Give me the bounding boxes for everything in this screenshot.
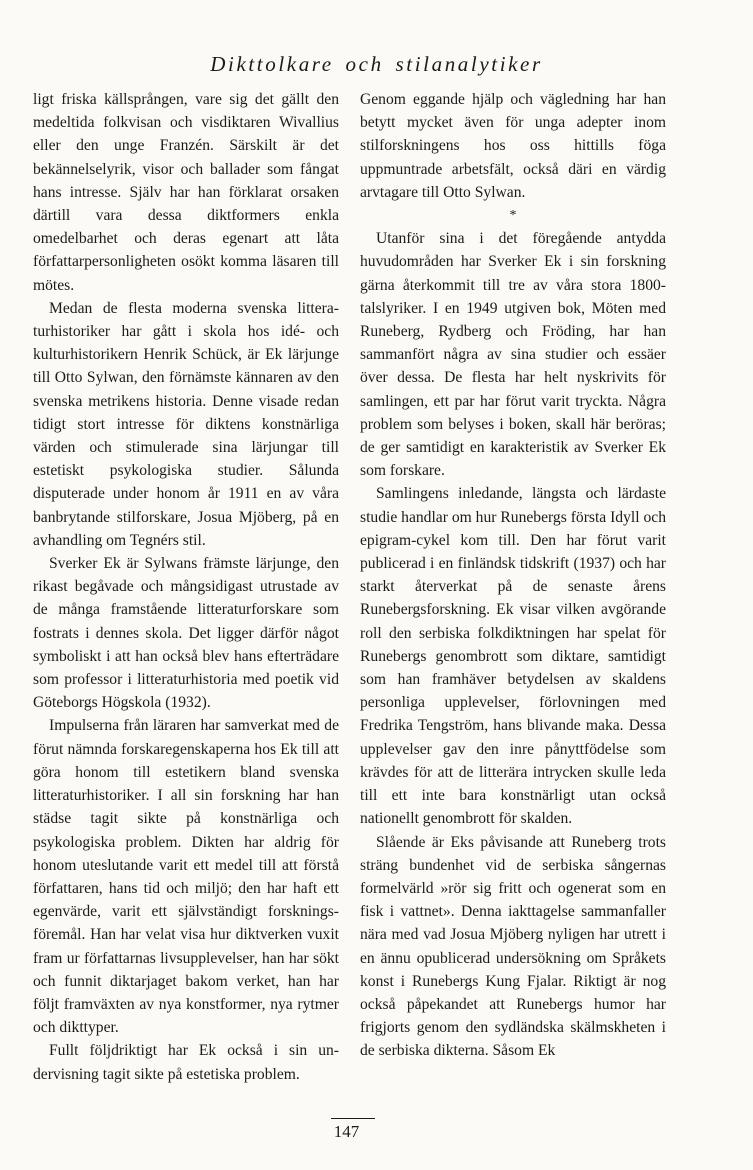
paragraph: Fullt följdriktigt har Ek också i sin undervisning tagit sikte på estetiska problem. [33, 1042, 339, 1083]
paragraph: Slående är Eks påvisande att Runeberg trots sträng bundenhet vid de serbiska sångernas formelvärld »rör sig fritt och ogenerat som en fisk i vattnet». Denna iakttagelse sammanfaller nära med vad Josua Mjöberg nyligen har utrett i en ännu opublicerad undersökning om Språkets konst i Runebergs Kung Fjalar. Riktigt är nog också påpekandet att Runebergs humor har frigjorts genom den sydländska skälmskheten i de serbiska dikterna. Såsom Ek [360, 833, 666, 1060]
paragraph: Genom eggande hjälp och vägledning har han betytt mycket även för unga adepter inom stilforskningens hos oss hittills föga uppmuntrade arbetsfält, också däri en värdig arvtagare till Otto Sylwan. [360, 91, 666, 201]
paragraph: Sverker Ek är Sylwans främste lärjunge, den rikast begåvade och mångsidigast utrustade av de många framstående litteraturforskare som fostrats i dennes skola. Det ligger därför något symboliskt i att han också blev hans efterträdare som professor i litteraturhistoria med poetik vid Göteborgs Högskola (1932). [33, 555, 339, 712]
running-head: Dikttolkare och stilanalytiker [210, 52, 543, 76]
paragraph: Impulserna från läraren har samverkat med de förut nämnda forskaregenskaperna hos Ek till att göra honom till estetikern bland svenska litteraturhistoriker. I all sin forskning har han städse tagit sikte på konstnärliga och psykologiska problem. Dikten har aldrig för honom uteslutande varit ett medel till att förstå författaren, hans tid och miljö; den har haft ett egenvärde, varit ett självständigt forskningsföremål. Han har velat visa hur diktverken vuxit fram ur författarnas livsupplevelser, han har sökt och funnit diktarjaget bakom verket, han har följt framväxten av nya konstformer, nya rytmer och dikttyper. [33, 717, 339, 1037]
paragraph: Utanför sina i det föregående antydda huvudområden har Sverker Ek i sin forskning gärna återkommit till tre av våra stora 1800-talslyriker. I en 1949 utgiven bok, Möten med Runeberg, Rydberg och Fröding, har han sammanfört några av sina studier och essäer över dessa. De flesta har helt nyskrivits för samlingen, ett par har förut varit tryckta. Några problem som belyses i boken, skall här beröras; de ger samtidigt en karakteristik av Sverker Ek som forskare. [360, 230, 666, 480]
section-divider: * [509, 208, 517, 224]
paragraph: ligt friska källsprången, vare sig det gällt den medeltida folkvisan och visdiktaren Wivallius eller den unge Franzén. Särskilt är det bekännelselyrik, visor och ballader som fångat hans intresse. Själv har han förklarat orsaken därtill vara dessa diktformers enkla omedelbarhet och deras egenart att låta författarpersonligheten osökt komma läsaren till mötes. [33, 91, 339, 294]
page-number: 147 [333, 1122, 360, 1141]
right-column [360, 88, 666, 1063]
left-column [33, 88, 339, 1086]
paragraph: Medan de flesta moderna svenska litteraturhistoriker har gått i skola hos idé- och kulturhistorikern Henrik Schück, är Ek lärjunge till Otto Sylwan, den förnämste kännaren av den svenska metrikens historia. Denne visade redan tidigt stort intresse för diktens konstnärliga värden och stimulerade sina lärjungar till estetiskt psykologiska studier. Sålunda disputerade under honom år 1911 en av våra banbrytande stilforskare, Josua Mjöberg, på en avhandling om Tegnérs stil. [33, 299, 339, 549]
paragraph: Samlingens inledande, längsta och lärdaste studie handlar om hur Runebergs första Idyll och epigram-cykel kom till. Den har förut varit publicerad i en finländsk tidskrift (1937) och har starkt återverkat på de senaste årens Runebergsforskning. Ek visar vilken avgörande roll den serbiska folkdiktningen har spelat för Runebergs genombrott som diktare, samtidigt som han framhäver betydelsen av skaldens personliga upplevelser, förlovningen med Fredrika Tengström, hans blivande maka. Dessa upplevelser gav den inre pånyttfödelse som krävdes för att de litterära intrycken skulle leda till ett inte bara konstnärligt utan också nationellt genombrott för skalden. [360, 485, 666, 828]
folio-rule [331, 1118, 375, 1119]
